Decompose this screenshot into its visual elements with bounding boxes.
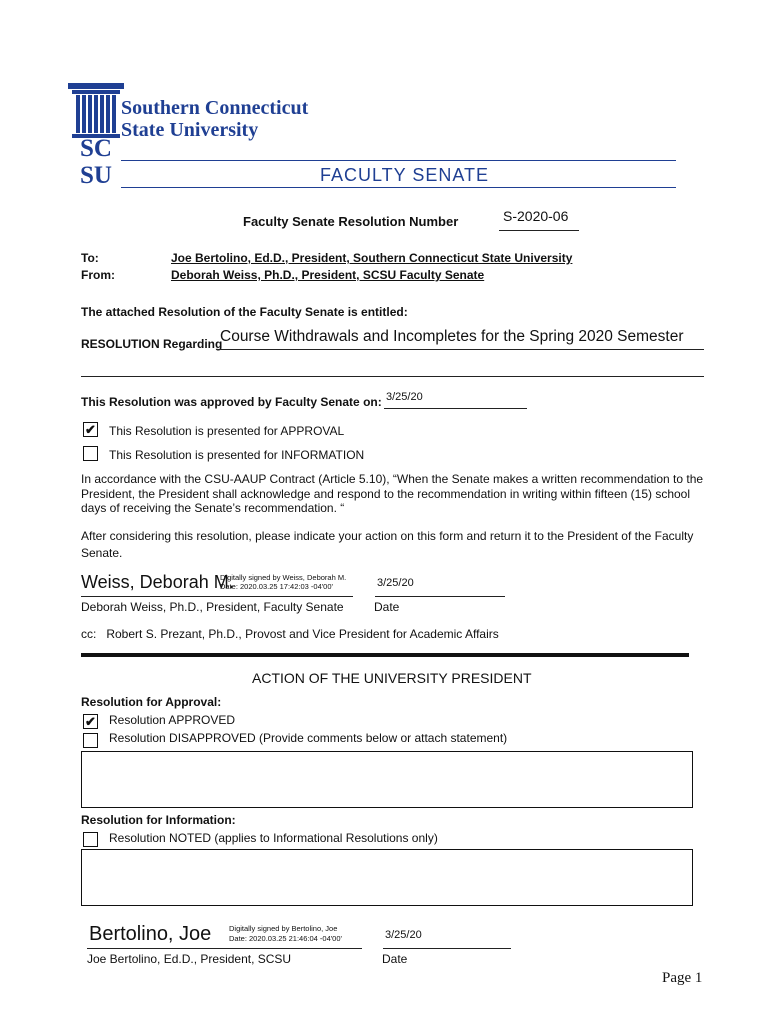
- disapproval-comments-box[interactable]: [81, 751, 693, 808]
- senate-signature-field[interactable]: [81, 570, 353, 597]
- senate-digital-line2: Date: 2020.03.25 17:42:03 -04'00': [220, 582, 333, 591]
- noted-label: Resolution NOTED (applies to Informational Resolutions only): [109, 831, 438, 845]
- approved-checkbox[interactable]: ✔: [83, 714, 98, 729]
- approval-heading: Resolution for Approval:: [81, 695, 222, 709]
- logo-sc: SC: [80, 135, 112, 162]
- university-name-line1: Southern Connecticut: [121, 97, 309, 119]
- from-label: From:: [81, 268, 115, 282]
- entitled-text: The attached Resolution of the Faculty Senate is entitled:: [81, 305, 408, 319]
- information-checkbox[interactable]: [83, 446, 98, 461]
- approved-label: Resolution APPROVED: [109, 713, 236, 727]
- approved-on-field[interactable]: [384, 390, 527, 409]
- noted-checkbox[interactable]: [83, 832, 98, 847]
- senate-date-value: 3/25/20: [377, 577, 414, 589]
- regarding-value: Course Withdrawals and Incompletes for the Spring 2020 Semester: [220, 328, 684, 345]
- regarding-continuation-line: [81, 368, 704, 377]
- president-signature-field[interactable]: [87, 920, 362, 949]
- resolution-number-field[interactable]: [499, 208, 579, 231]
- logo-su: SU: [80, 162, 112, 189]
- approved-on-label: This Resolution was approved by Faculty Senate on:: [81, 395, 382, 409]
- page-number: Page 1: [662, 970, 703, 986]
- to-value: Joe Bertolino, Ed.D., President, Southern Connecticut State University: [171, 251, 573, 265]
- senate-digital-line1: Digitally signed by Weiss, Deborah M.: [220, 573, 347, 582]
- disapproved-label: Resolution DISAPPROVED (Provide comments below or attach statement): [109, 731, 508, 745]
- section-divider: [81, 653, 689, 657]
- president-date-caption: Date: [382, 952, 408, 966]
- regarding-label: RESOLUTION Regarding: [81, 337, 223, 351]
- resolution-number-label: Faculty Senate Resolution Number: [243, 214, 459, 229]
- information-heading: Resolution for Information:: [81, 813, 236, 827]
- header-rule-bottom: [121, 187, 676, 188]
- contract-paragraph: In accordance with the CSU-AAUP Contract (Article 5.10), “When the Senate makes a written recommendation to the President, the President shall acknowledge and respond to the recommendation in writing within fifteen (15) school days of receiving the Senate’s recommendation. “: [81, 472, 704, 515]
- president-date-value: 3/25/20: [385, 929, 422, 941]
- senate-date-field[interactable]: [375, 574, 505, 597]
- resolution-number-value: S-2020-06: [503, 208, 569, 224]
- university-name-line2: State University: [121, 119, 259, 141]
- president-date-field[interactable]: [383, 926, 511, 949]
- president-action-title: ACTION OF THE UNIVERSITY PRESIDENT: [252, 670, 532, 686]
- approval-label: This Resolution is presented for APPROVAL: [109, 424, 345, 438]
- approval-checkbox[interactable]: ✔: [83, 422, 98, 437]
- president-signature-caption: Joe Bertolino, Ed.D., President, SCSU: [87, 952, 292, 966]
- senate-signature-caption: Deborah Weiss, Ph.D., President, Faculty Senate: [81, 600, 344, 614]
- regarding-field[interactable]: [218, 327, 704, 350]
- faculty-senate-title: FACULTY SENATE: [320, 165, 490, 185]
- senate-signature-name: Weiss, Deborah M.: [81, 572, 234, 592]
- senate-date-caption: Date: [374, 600, 400, 614]
- information-label: This Resolution is presented for INFORMATION: [109, 448, 365, 462]
- from-value: Deborah Weiss, Ph.D., President, SCSU Faculty Senate: [171, 268, 485, 282]
- disapproved-checkbox[interactable]: [83, 733, 98, 748]
- president-digital-line2: Date: 2020.03.25 21:46:04 -04'00': [229, 934, 342, 943]
- president-signature-name: Bertolino, Joe: [89, 923, 212, 945]
- cc-line: cc: Robert S. Prezant, Ph.D., Provost and Vice President for Academic Affairs: [81, 627, 499, 641]
- header-rule-top: [121, 160, 676, 161]
- approved-on-value: 3/25/20: [386, 391, 423, 403]
- instructions-paragraph: After considering this resolution, please indicate your action on this form and return it to the President of the Faculty Senate.: [81, 529, 694, 560]
- president-digital-line1: Digitally signed by Bertolino, Joe: [229, 924, 338, 933]
- to-label: To:: [81, 251, 99, 265]
- information-comments-box[interactable]: [81, 849, 693, 906]
